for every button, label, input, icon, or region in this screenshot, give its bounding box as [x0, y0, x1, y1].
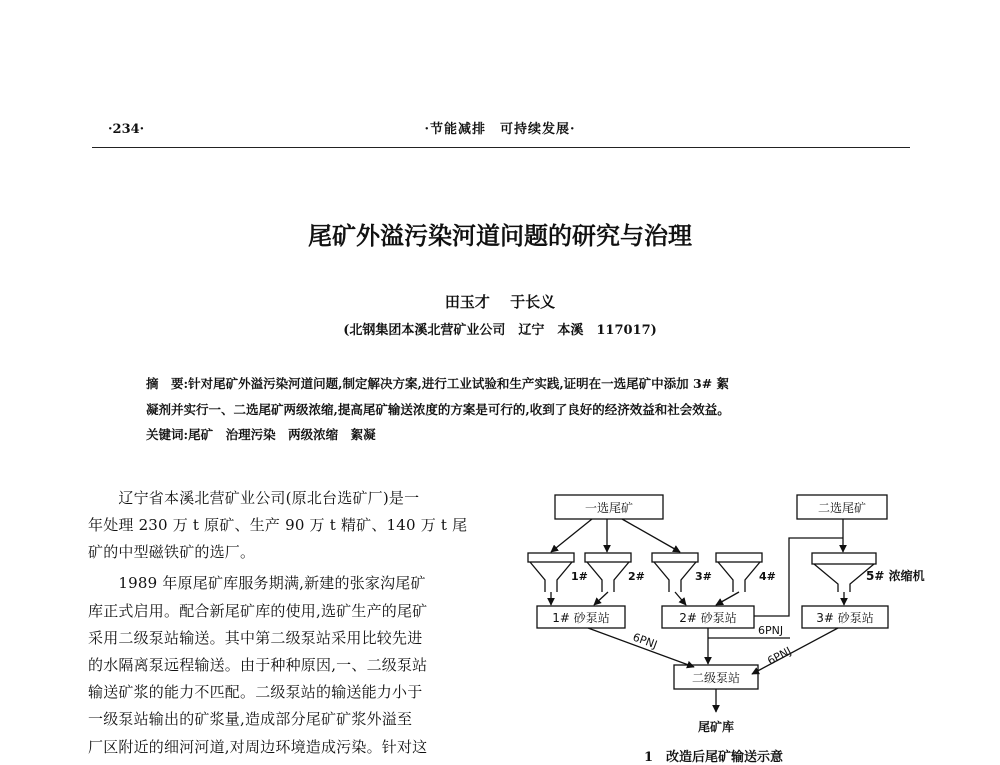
cone-4	[716, 553, 762, 592]
label-pump-3: 3# 砂泵站	[816, 611, 874, 625]
cone-3	[652, 553, 698, 592]
body-text-line: 采用二级泵站输送。其中第二级泵站采用比较先进	[88, 629, 423, 647]
label-pump-1: 1# 砂泵站	[552, 611, 610, 625]
article-title: 尾矿外溢污染河道问题的研究与治理	[308, 222, 692, 250]
label-pipe-left: 6PNJ	[630, 630, 660, 652]
authors: 田玉才 于长义	[444, 293, 556, 311]
body-text-line: 辽宁省本溪北营矿业公司(原北台选矿厂)是一	[88, 489, 420, 507]
abstract-line: 凝剂并实行一、二选尾矿两级浓缩,提高尾矿输送浓度的方案是可行的,收到了良好的经济效益和社会效益。	[146, 402, 730, 417]
label-cone-1: 1#	[571, 570, 588, 583]
label-cone-3: 3#	[695, 570, 712, 583]
label-pipe-right: 6PNJ	[765, 644, 794, 668]
running-header: ·节能减排 可持续发展·	[424, 122, 576, 137]
label-tailings-2: 二选尾矿	[817, 501, 867, 515]
label-tailings-1: 一选尾矿	[584, 501, 634, 515]
label-second-pump: 二级泵站	[691, 671, 741, 685]
body-text-line: 矿的中型磁铁矿的选厂。	[88, 543, 256, 561]
label-pipe-mid: 6PNJ	[758, 624, 784, 637]
body-text-line: 的水隔离泵远程输送。由于种种原因,一、二级泵站	[88, 656, 428, 674]
body-text-line: 1989 年原尾矿库服务期满,新建的张家沟尾矿	[88, 574, 426, 592]
label-pump-2: 2# 砂泵站	[679, 611, 737, 625]
body-text-line: 厂区附近的细河河道,对周边环境造成污染。针对这	[88, 738, 428, 756]
body-text-line: 年处理 230 万 t 原矿、生产 90 万 t 精矿、140 万 t 尾	[88, 516, 468, 534]
cone-1	[528, 553, 574, 592]
keywords: 关键词:尾矿 治理污染 两级浓缩 絮凝	[146, 427, 376, 442]
label-cone-2: 2#	[628, 570, 645, 583]
affiliation: (北钢集团本溪北营矿业公司 辽宁 本溪 117017)	[343, 323, 657, 338]
cone-2	[585, 553, 631, 592]
label-tailings-pond: 尾矿库	[697, 720, 735, 734]
body-text-line: 库正式启用。配合新尾矿库的使用,选矿生产的尾矿	[88, 602, 428, 620]
page-number: ·234·	[108, 122, 145, 137]
label-cone-4: 4#	[759, 570, 776, 583]
label-thickener-5: 5# 浓缩机	[866, 569, 925, 583]
abstract-line: 摘 要:针对尾矿外溢污染河道问题,制定解决方案,进行工业试验和生产实践,证明在一选尾矿中添加 3# 絮	[146, 376, 730, 391]
body-text-line: 一级泵站输出的矿浆量,造成部分尾矿矿浆外溢至	[88, 710, 413, 728]
figure-caption: 1 改造后尾矿输送示意	[644, 750, 784, 765]
body-text-line: 输送矿浆的能力不匹配。二级泵站的输送能力小于	[88, 683, 423, 701]
